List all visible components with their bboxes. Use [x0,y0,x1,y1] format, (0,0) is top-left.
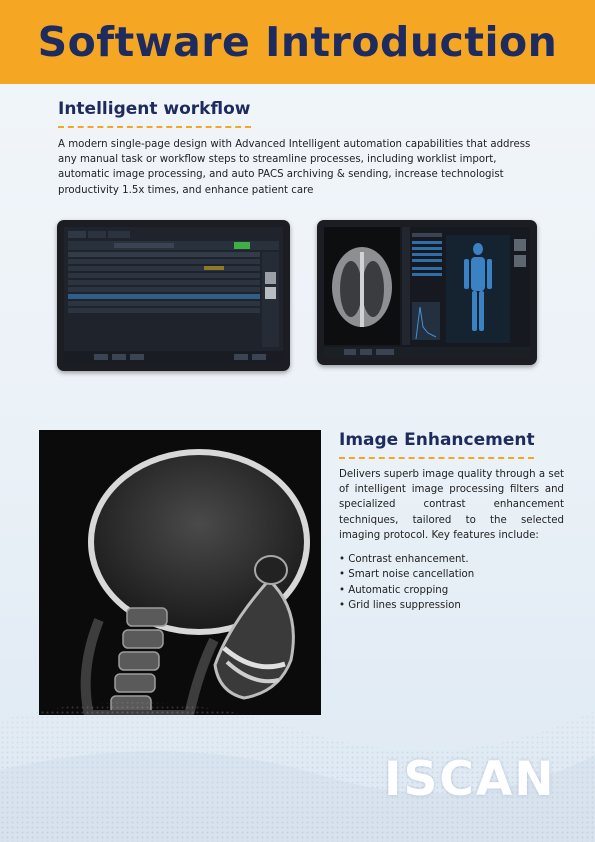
image-review-screen [324,227,530,358]
list-item: • Automatic cropping [339,584,449,596]
image-review-ui-illustration [324,227,530,358]
dotted-wave-background [0,660,595,842]
list-item: • Contrast enhancement. [339,554,469,565]
dashed-divider [339,457,534,459]
workflow-description: A modern single-page design with Advanced Intelligent automation capabilities that address any manual task or workflow steps to streamline processes, including worklist import, automatic image processing, and auto PACS archiving & sending, increase technologist productivity 1.5x times, and enhance patient care [58,139,531,196]
list-item: • Grid lines suppression [339,599,461,611]
enhancement-description: Delivers superb image quality through a set of intelligent image processing filters and specialized contrast enhancement techniques, tailored to the selected imaging protocol. Key features include: [339,469,564,541]
header-band [0,0,595,84]
section-title-workflow: Intelligent workflow [58,99,251,119]
section-title-enhancement: Image Enhancement [339,430,535,450]
list-item: • Smart noise cancellation [339,569,475,581]
worklist-screen [64,227,283,364]
feature-list [339,552,569,613]
tablet-image-review-screenshot [317,220,537,365]
dashed-divider [58,126,251,128]
iscan-logo: ISCAN [384,752,556,807]
page-title: Software Introduction [37,18,558,66]
tablet-worklist-screenshot [57,220,290,371]
worklist-ui-illustration [64,227,283,364]
